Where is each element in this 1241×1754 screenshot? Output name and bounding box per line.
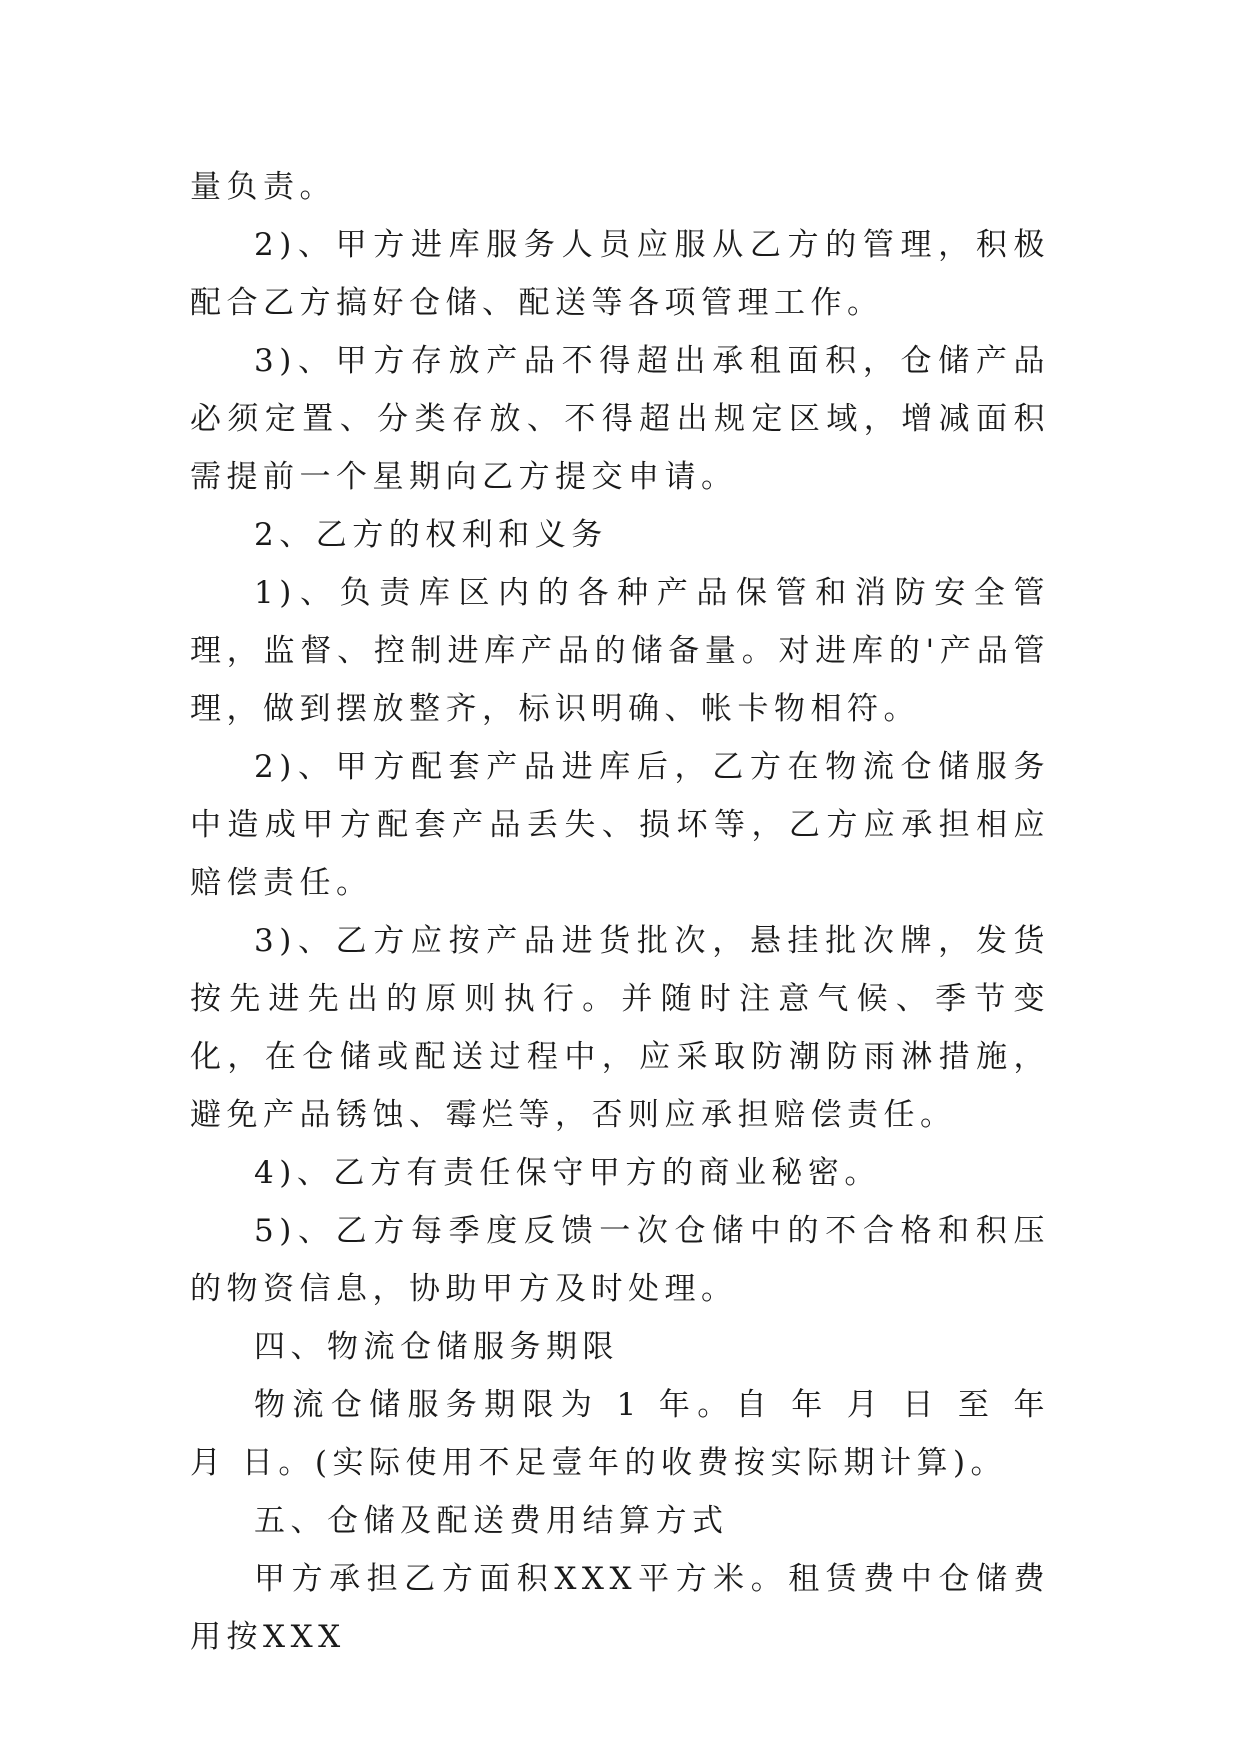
section-heading: 五、仓储及配送费用结算方式: [254, 1503, 729, 1539]
paragraph: 2)、甲方进库服务人员应服从乙方的管理，积极配合乙方搞好仓储、配送等各项管理工作。: [190, 227, 1050, 321]
paragraph: 5)、乙方每季度反馈一次仓储中的不合格和积压的物资信息，协助甲方及时处理。: [190, 1213, 1050, 1307]
section-heading: 2、乙方的权利和义务: [254, 517, 608, 553]
section-heading: 四、物流仓储服务期限: [254, 1329, 619, 1365]
paragraph: 2)、甲方配套产品进库后，乙方在物流仓储服务中造成甲方配套产品丢失、损坏等，乙方应承担相应赔偿责任。: [190, 749, 1050, 901]
paragraph: 3)、甲方存放产品不得超出承租面积，仓储产品必须定置、分类存放、不得超出规定区域，增减面积需提前一个星期向乙方提交申请。: [190, 343, 1050, 495]
paragraph: 3)、乙方应按产品进货批次，悬挂批次牌，发货按先进先出的原则执行。并随时注意气候、季节变化，在仓储或配送过程中，应采取防潮防雨淋措施，避免产品锈蚀、霉烂等，否则应承担赔偿责任。: [190, 923, 1050, 1133]
paragraph: 甲方承担乙方面积XXX平方米。租赁费中仓储费用按XXX: [190, 1561, 1050, 1655]
paragraph: 4)、乙方有责任保守甲方的商业秘密。: [254, 1155, 881, 1191]
document-body: [190, 158, 1050, 1666]
paragraph: 物流仓储服务期限为 1 年。自 年 月 日 至 年 月 日。(实际使用不足壹年的收费按实际期计算)。: [190, 1387, 1050, 1481]
paragraph: 量负责。: [190, 169, 336, 205]
paragraph: 1)、负责库区内的各种产品保管和消防安全管理，监督、控制进库产品的储备量。对进库的'产品管理，做到摆放整齐，标识明确、帐卡物相符。: [190, 575, 1050, 727]
